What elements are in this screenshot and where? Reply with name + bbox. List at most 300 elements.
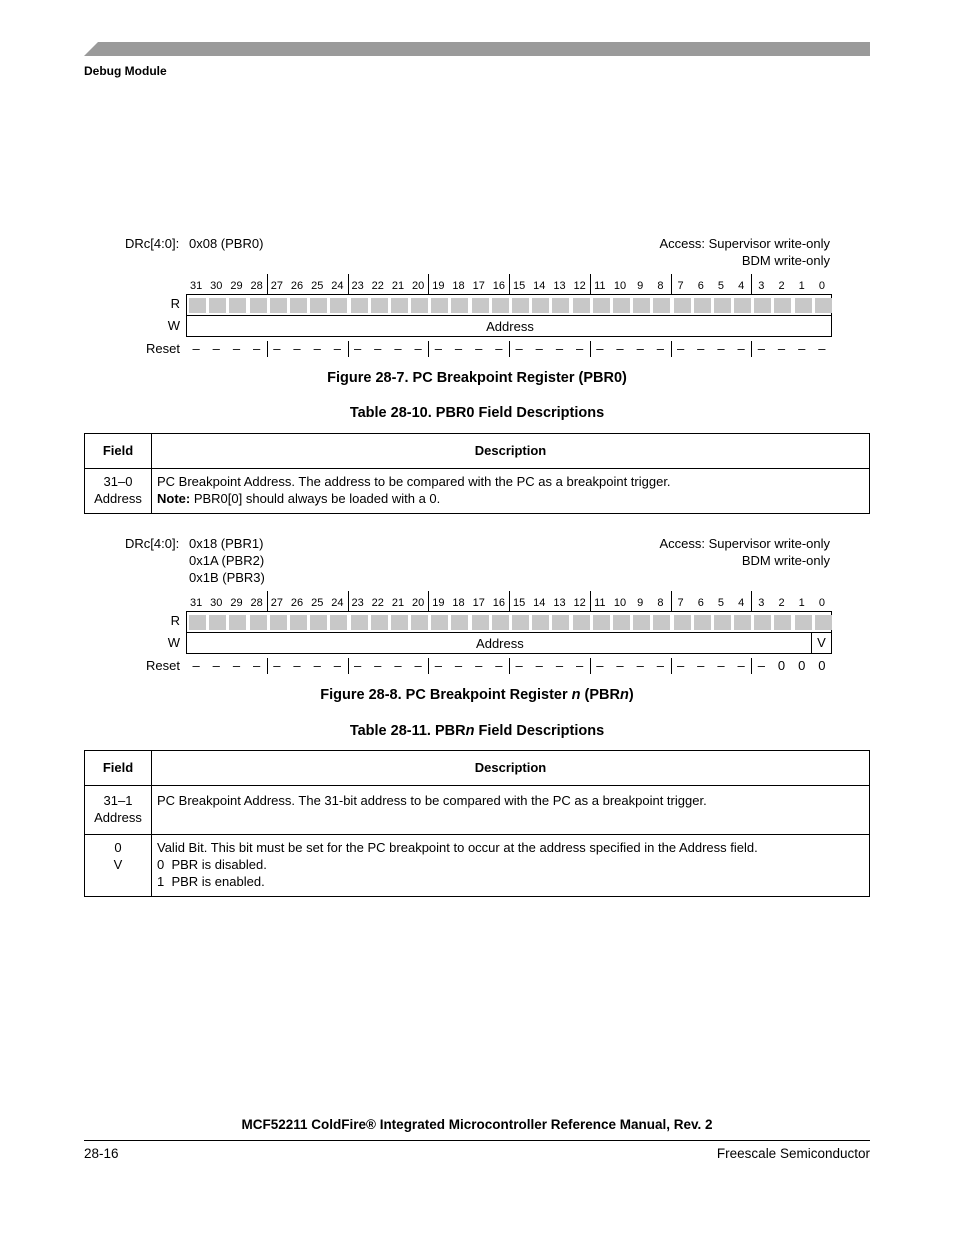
bit-number: 14 [533,280,546,292]
field-bits: 0 [114,840,122,855]
bit-number: 7 [677,280,684,292]
bit-number: 3 [758,280,765,292]
reserved-bit-cell [714,298,731,313]
reserved-bit-cell [815,615,832,630]
reset-value: – [232,658,241,673]
nibble-divider [509,274,510,294]
reserved-bit-cell [552,615,569,630]
bit-number: 21 [391,280,405,292]
nibble-divider [509,658,510,674]
caption-italic-n: n [620,687,629,703]
description-cell [152,835,870,897]
reset-value: – [414,658,422,673]
bit-number: 27 [270,597,283,609]
reset-value: – [717,341,725,356]
reset-value: – [576,658,584,673]
bit-number: 0 [818,280,825,292]
access-block [660,535,831,569]
reserved-bit-cell [694,298,711,313]
reset-value: – [717,658,725,673]
caption-italic-n: n [465,723,475,739]
bit-number: 19 [432,597,445,609]
bit-number: 13 [553,597,566,609]
reset-value: – [293,658,301,673]
reserved-bit-cell [532,615,549,630]
reserved-bit-cell [472,615,489,630]
reset-value: – [212,341,220,356]
reset-row [186,341,832,359]
nibble-divider [751,591,752,611]
reserved-bit-cell [492,298,509,313]
bit-number: 16 [492,280,506,292]
bit-number: 12 [573,280,586,292]
field-cell [85,786,152,835]
reserved-bit-cell [552,298,569,313]
row-label-r: R [170,613,180,628]
reset-value: – [475,341,483,356]
reserved-bit-cell [330,298,347,313]
nibble-divider [509,341,510,357]
reserved-bit-cell [351,615,368,630]
reset-value: – [313,341,321,356]
bit-number: 26 [290,280,304,292]
reset-value: – [596,341,604,356]
bit-number: 11 [594,280,606,292]
table-row [85,469,870,514]
nibble-divider [267,341,268,357]
bit-number: 16 [492,597,506,609]
reset-value: 0 [818,658,826,673]
bit-number: 8 [657,280,664,292]
bit-number-row [186,274,832,294]
note-line [157,490,864,507]
reset-value: – [697,658,705,673]
reserved-bit-cell [411,615,428,630]
footer-title: MCF52211 ColdFire® Integrated Microcontroller Reference Manual, Rev. 2 [241,1117,713,1132]
caption-part: Figure 28-8. PC Breakpoint Register [320,687,572,703]
reserved-bit-cell [573,615,590,630]
reserved-bit-cell [734,615,751,630]
bit-number: 6 [697,597,704,609]
nibble-divider [590,591,591,611]
bit-number: 27 [270,280,283,292]
row-label-w: W [167,635,180,650]
bit-number: 20 [412,280,425,292]
reserved-bit-cell [290,615,307,630]
bit-number: 1 [798,597,805,609]
bit-number: 25 [311,597,324,609]
reserved-bit-cell [209,298,226,313]
bit-number: 10 [613,280,627,292]
reserved-bit-cell [229,615,246,630]
nibble-divider [348,341,349,357]
register-diagram-pbr0 [84,235,870,365]
reserved-bit-cell [593,615,610,630]
address-field-label: Address [476,636,524,651]
description-text: Valid Bit. This bit must be set for the PC breakpoint to occur at the address specified in the Address field. [157,840,758,855]
company-name: Freescale Semiconductor [716,1146,870,1161]
bit-number: 5 [717,597,725,609]
table-header-row [85,434,870,469]
reset-value: – [414,341,422,356]
table-header-row [85,751,870,786]
bit-number: 22 [371,280,384,292]
reset-value: – [757,341,765,356]
table-caption-28-10: Table 28-10. PBR0 Field Descriptions [349,405,605,421]
reserved-bit-cell [774,615,791,630]
access-line: BDM write-only [741,553,830,568]
bit-number: 15 [512,280,526,292]
reset-value: – [434,341,442,356]
reserved-bit-cell [189,298,206,313]
table-pbr0-fields [84,433,870,514]
table-row [85,786,870,835]
reserved-bit-cell [512,615,529,630]
reserved-bit-cell [815,298,832,313]
reserved-bit-cell [270,615,287,630]
reserved-bit-cell [310,615,327,630]
bit-number: 12 [573,597,586,609]
bit-number: 31 [189,597,203,609]
bit-number: 2 [778,597,785,609]
bit-number: 14 [533,597,546,609]
reset-value: – [333,341,342,356]
reserved-bit-cell [310,298,327,313]
reset-value: – [273,658,281,673]
header-description: Description [152,434,870,469]
row-label-w: W [167,318,180,333]
reset-value: – [495,341,503,356]
reset-value: – [656,341,665,356]
field-name: Address [94,810,142,825]
nibble-divider [671,591,672,611]
reset-value: – [454,341,463,356]
reset-value: – [737,341,745,356]
reset-value: – [676,658,685,673]
reserved-bit-cell [411,298,428,313]
bit-number: 5 [717,280,725,292]
nibble-divider [671,658,672,674]
bit-number: 4 [738,597,745,609]
reset-value: – [253,658,261,673]
bit-number-row [186,591,832,611]
header-description: Description [152,751,870,786]
reset-value: – [818,341,826,356]
register-diagram-pbrn [84,535,870,685]
reset-value: – [253,341,261,356]
nibble-divider [348,591,349,611]
reset-value: – [353,658,362,673]
reserved-bit-cell [633,615,650,630]
reserved-bit-cell [431,615,448,630]
bit-number: 18 [452,597,465,609]
bit-number: 10 [613,597,627,609]
reserved-bit-cell [694,615,711,630]
reserved-bit-cell [492,615,509,630]
reserved-bit-cell [451,298,468,313]
reserved-bit-cell [633,298,650,313]
bit-number: 8 [657,597,664,609]
page-number: 28-16 [84,1146,119,1161]
reset-value: – [697,341,705,356]
reserved-bit-cell [774,298,791,313]
bit-number: 24 [331,597,344,609]
reset-value: – [475,658,483,673]
drc-label: DRc[4:0]: [125,236,180,251]
reset-value: – [212,658,220,673]
bit-number: 28 [250,280,263,292]
reserved-bit-cell [371,298,388,313]
bit-number: 13 [553,280,566,292]
row-label-r: R [170,296,180,311]
description-text: PC Breakpoint Address. The address to be compared with the PC as a breakpoint trigger. [157,474,671,489]
reset-value: – [576,341,584,356]
reserved-bit-cell [391,615,408,630]
bit-number: 11 [594,597,606,609]
figure-caption-28-7: Figure 28-7. PC Breakpoint Register (PBR0) [327,370,627,386]
reset-value: – [434,658,442,673]
reset-value: – [616,341,624,356]
write-row [186,632,832,654]
description-text: 1 PBR is enabled. [157,874,265,889]
reserved-bit-cell [674,298,691,313]
reset-value: – [737,658,745,673]
reset-value: – [333,658,342,673]
bit-number: 17 [472,597,485,609]
bit-number: 1 [798,280,805,292]
bit-number: 24 [331,280,344,292]
caption-italic-n: n [571,687,581,703]
bit-number: 26 [290,597,304,609]
bit-number: 30 [210,597,223,609]
bit-number: 17 [472,280,485,292]
reserved-bit-cell [613,298,630,313]
caption-part: (PBR [580,687,621,703]
read-row [186,611,832,633]
valid-bit-field: V [811,633,831,653]
reset-value: – [555,341,564,356]
reserved-bit-cell [573,298,590,313]
note-text: PBR0[0] should always be loaded with a 0. [190,491,441,506]
table-pbrn-fields [84,750,870,897]
nibble-divider [428,591,429,611]
nibble-divider [751,658,752,674]
drc-value: 0x08 (PBR0) [189,236,264,251]
reserved-bit-cell [653,615,670,630]
reset-value: – [192,658,200,673]
bit-number: 19 [432,280,445,292]
reset-value: – [273,341,281,356]
note-label: Note: [157,491,191,506]
nibble-divider [428,341,429,357]
nibble-divider [428,658,429,674]
bit-number: 29 [230,280,243,292]
bit-number: 0 [818,597,825,609]
drc-values [189,235,263,252]
bit-number: 18 [452,280,465,292]
reserved-bit-cell [250,298,267,313]
drc-label: DRc[4:0]: [125,536,180,551]
reset-value: – [636,341,644,356]
bit-number: 23 [351,597,364,609]
access-block [660,235,831,269]
reset-value: – [192,341,200,356]
reset-value: – [535,341,543,356]
nibble-divider [590,341,591,357]
reset-value: – [777,341,786,356]
bit-number: 23 [351,280,364,292]
reserved-bit-cell [653,298,670,313]
bit-number: 9 [637,280,644,292]
reserved-bit-cell [270,298,287,313]
caption-part: Field Descriptions [474,723,605,739]
header-field: Field [85,751,152,786]
reset-value: – [495,658,503,673]
reset-value: – [636,658,644,673]
reserved-bit-cell [351,298,368,313]
reset-value: – [555,658,564,673]
reset-value: – [394,658,402,673]
nibble-divider [590,658,591,674]
drc-values [189,535,265,586]
reserved-bit-cell [754,298,771,313]
row-label-reset: Reset [146,341,180,356]
reserved-bit-cell [532,298,549,313]
reset-value: 0 [798,658,806,673]
description-text: 0 PBR is disabled. [157,857,267,872]
reset-value: 0 [777,658,786,673]
nibble-divider [751,274,752,294]
drc-value: 0x1B (PBR3) [189,570,265,585]
nibble-divider [428,274,429,294]
bit-number: 4 [738,280,745,292]
field-cell [85,469,152,514]
bit-number: 25 [311,280,324,292]
reserved-bit-cell [795,298,812,313]
read-row [186,294,832,316]
reserved-bit-cell [431,298,448,313]
nibble-divider [509,591,510,611]
reset-value: – [757,658,765,673]
reserved-bit-cell [290,298,307,313]
bit-number: 9 [637,597,644,609]
nibble-divider [267,591,268,611]
bit-number: 2 [778,280,785,292]
reserved-bit-cell [734,298,751,313]
field-bits: 31–1 [103,793,133,808]
reset-value: – [535,658,543,673]
reserved-bit-cell [330,615,347,630]
access-line: Access: Supervisor write-only [659,236,830,251]
nibble-divider [267,274,268,294]
reset-value: – [798,341,806,356]
reset-value: – [596,658,604,673]
reset-value: – [353,341,362,356]
reset-value: – [616,658,624,673]
bit-number: 3 [758,597,765,609]
nibble-divider [348,658,349,674]
field-name: Address [94,491,142,506]
drc-value: 0x1A (PBR2) [189,553,265,568]
address-field-label: Address [486,319,534,334]
reserved-bit-cell [512,298,529,313]
bit-number: 6 [697,280,704,292]
reset-row [186,658,832,676]
bit-number: 31 [189,280,203,292]
bit-number: 22 [371,597,384,609]
field-bits: 31–0 [103,474,133,489]
reset-value: – [232,341,241,356]
reserved-bit-cell [593,298,610,313]
table-row [85,835,870,897]
reserved-bit-cell [371,615,388,630]
nibble-divider [590,274,591,294]
reset-value: – [515,341,523,356]
nibble-divider [671,341,672,357]
field-name: V [113,857,123,872]
reserved-bit-cell [189,615,206,630]
bit-number: 30 [210,280,223,292]
reserved-bit-cell [613,615,630,630]
reset-value: – [515,658,523,673]
reserved-bit-cell [250,615,267,630]
bit-number: 21 [391,597,405,609]
bit-number: 28 [250,597,263,609]
reset-value: – [394,341,402,356]
header-field: Field [85,434,152,469]
reserved-bit-cell [391,298,408,313]
reset-value: – [656,658,665,673]
table-caption-28-11 [0,723,954,739]
access-line: BDM write-only [741,253,830,268]
bit-number: 15 [512,597,526,609]
drc-value: 0x18 (PBR1) [189,536,264,551]
bit-number: 29 [230,597,243,609]
reserved-bit-cell [714,615,731,630]
reserved-bit-cell [674,615,691,630]
reserved-bit-cell [451,615,468,630]
access-line: Access: Supervisor write-only [659,536,830,551]
description-text: PC Breakpoint Address. The 31-bit address to be compared with the PC as a breakpoint trigger. [157,793,707,808]
description-cell [152,786,870,835]
caption-part: ) [628,687,634,703]
reserved-bit-cell [472,298,489,313]
nibble-divider [348,274,349,294]
nibble-divider [671,274,672,294]
reserved-bit-cell [229,298,246,313]
reset-value: – [374,658,382,673]
figure-caption-28-8 [0,687,954,703]
reset-value: – [293,341,301,356]
reset-value: – [313,658,321,673]
bit-number: 20 [412,597,425,609]
reserved-bit-cell [795,615,812,630]
nibble-divider [751,341,752,357]
reserved-bit-cell [754,615,771,630]
section-label: Debug Module [84,64,167,78]
reserved-bit-cell [209,615,226,630]
bit-number: 7 [677,597,684,609]
footer-rule [84,1140,870,1141]
caption-part: Table 28-11. PBR [349,723,466,739]
row-label-reset: Reset [146,658,180,673]
reset-value: – [454,658,463,673]
write-row [186,315,832,337]
header-bar [84,42,870,56]
field-cell [85,835,152,897]
reset-value: – [374,341,382,356]
reset-value: – [676,341,685,356]
